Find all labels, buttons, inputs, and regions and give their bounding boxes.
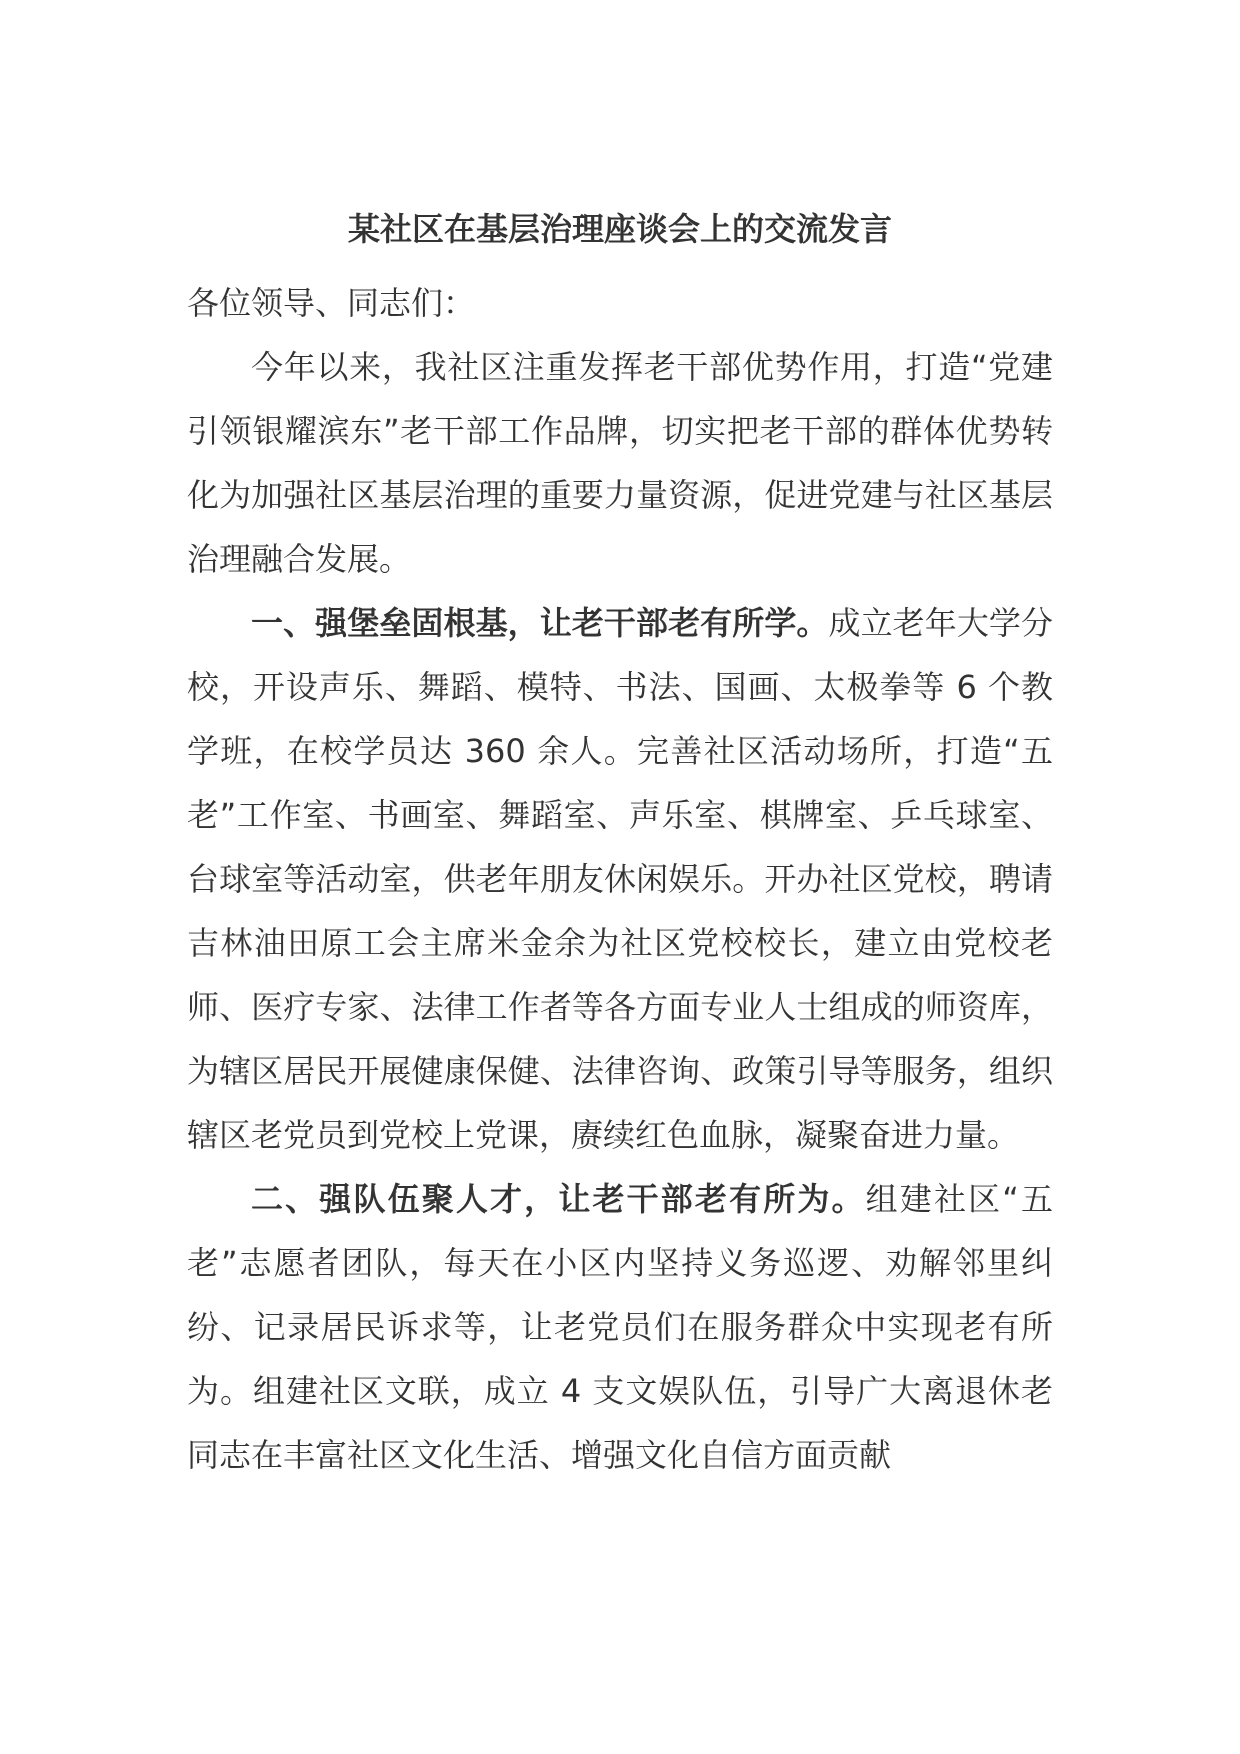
section-body-2: 组建社区“五老”志愿者团队，每天在小区内坚持义务巡逻、劝解邻里纠纷、记录居民诉求等，让老党员们在服务群众中实现老有所为。组建社区文联，成立 4 支文娱队伍，引导广大离退休老同志在丰富社区文化生活、增强文化自信方面贡献 xyxy=(187,1180,1053,1474)
section-paragraph-2 xyxy=(187,1167,1053,1487)
section-heading-1: 一、强堡垒固根基，让老干部老有所学。 xyxy=(251,604,829,642)
document-page xyxy=(187,205,1053,1487)
section-heading-2: 二、强队伍聚人才，让老干部老有所为。 xyxy=(251,1180,866,1218)
document-title: 某社区在基层治理座谈会上的交流发言 xyxy=(347,210,892,248)
salutation: 各位领导、同志们： xyxy=(187,284,476,322)
intro-paragraph: 今年以来，我社区注重发挥老干部优势作用，打造“党建引领银耀滨东”老干部工作品牌，切实把老干部的群体优势转化为加强社区基层治理的重要力量资源，促进党建与社区基层治理融合发展。 xyxy=(187,348,1053,578)
section-body-1: 成立老年大学分校，开设声乐、舞蹈、模特、书法、国画、太极拳等 6 个教学班，在校学员达 360 余人。完善社区活动场所，打造“五老”工作室、书画室、舞蹈室、声乐室、棋牌室、乒乓球室、台球室等活动室，供老年朋友休闲娱乐。开办社区党校，聘请吉林油田原工会主席米金余为社区党校校长，建立由党校老师、医疗专家、法律工作者等各方面专业人士组成的师资库，为辖区居民开展健康保健、法律咨询、政策引导等服务，组织辖区老党员到党校上党课，赓续红色血脉，凝聚奋进力量。 xyxy=(187,604,1053,1154)
section-paragraph-1 xyxy=(187,591,1053,1167)
